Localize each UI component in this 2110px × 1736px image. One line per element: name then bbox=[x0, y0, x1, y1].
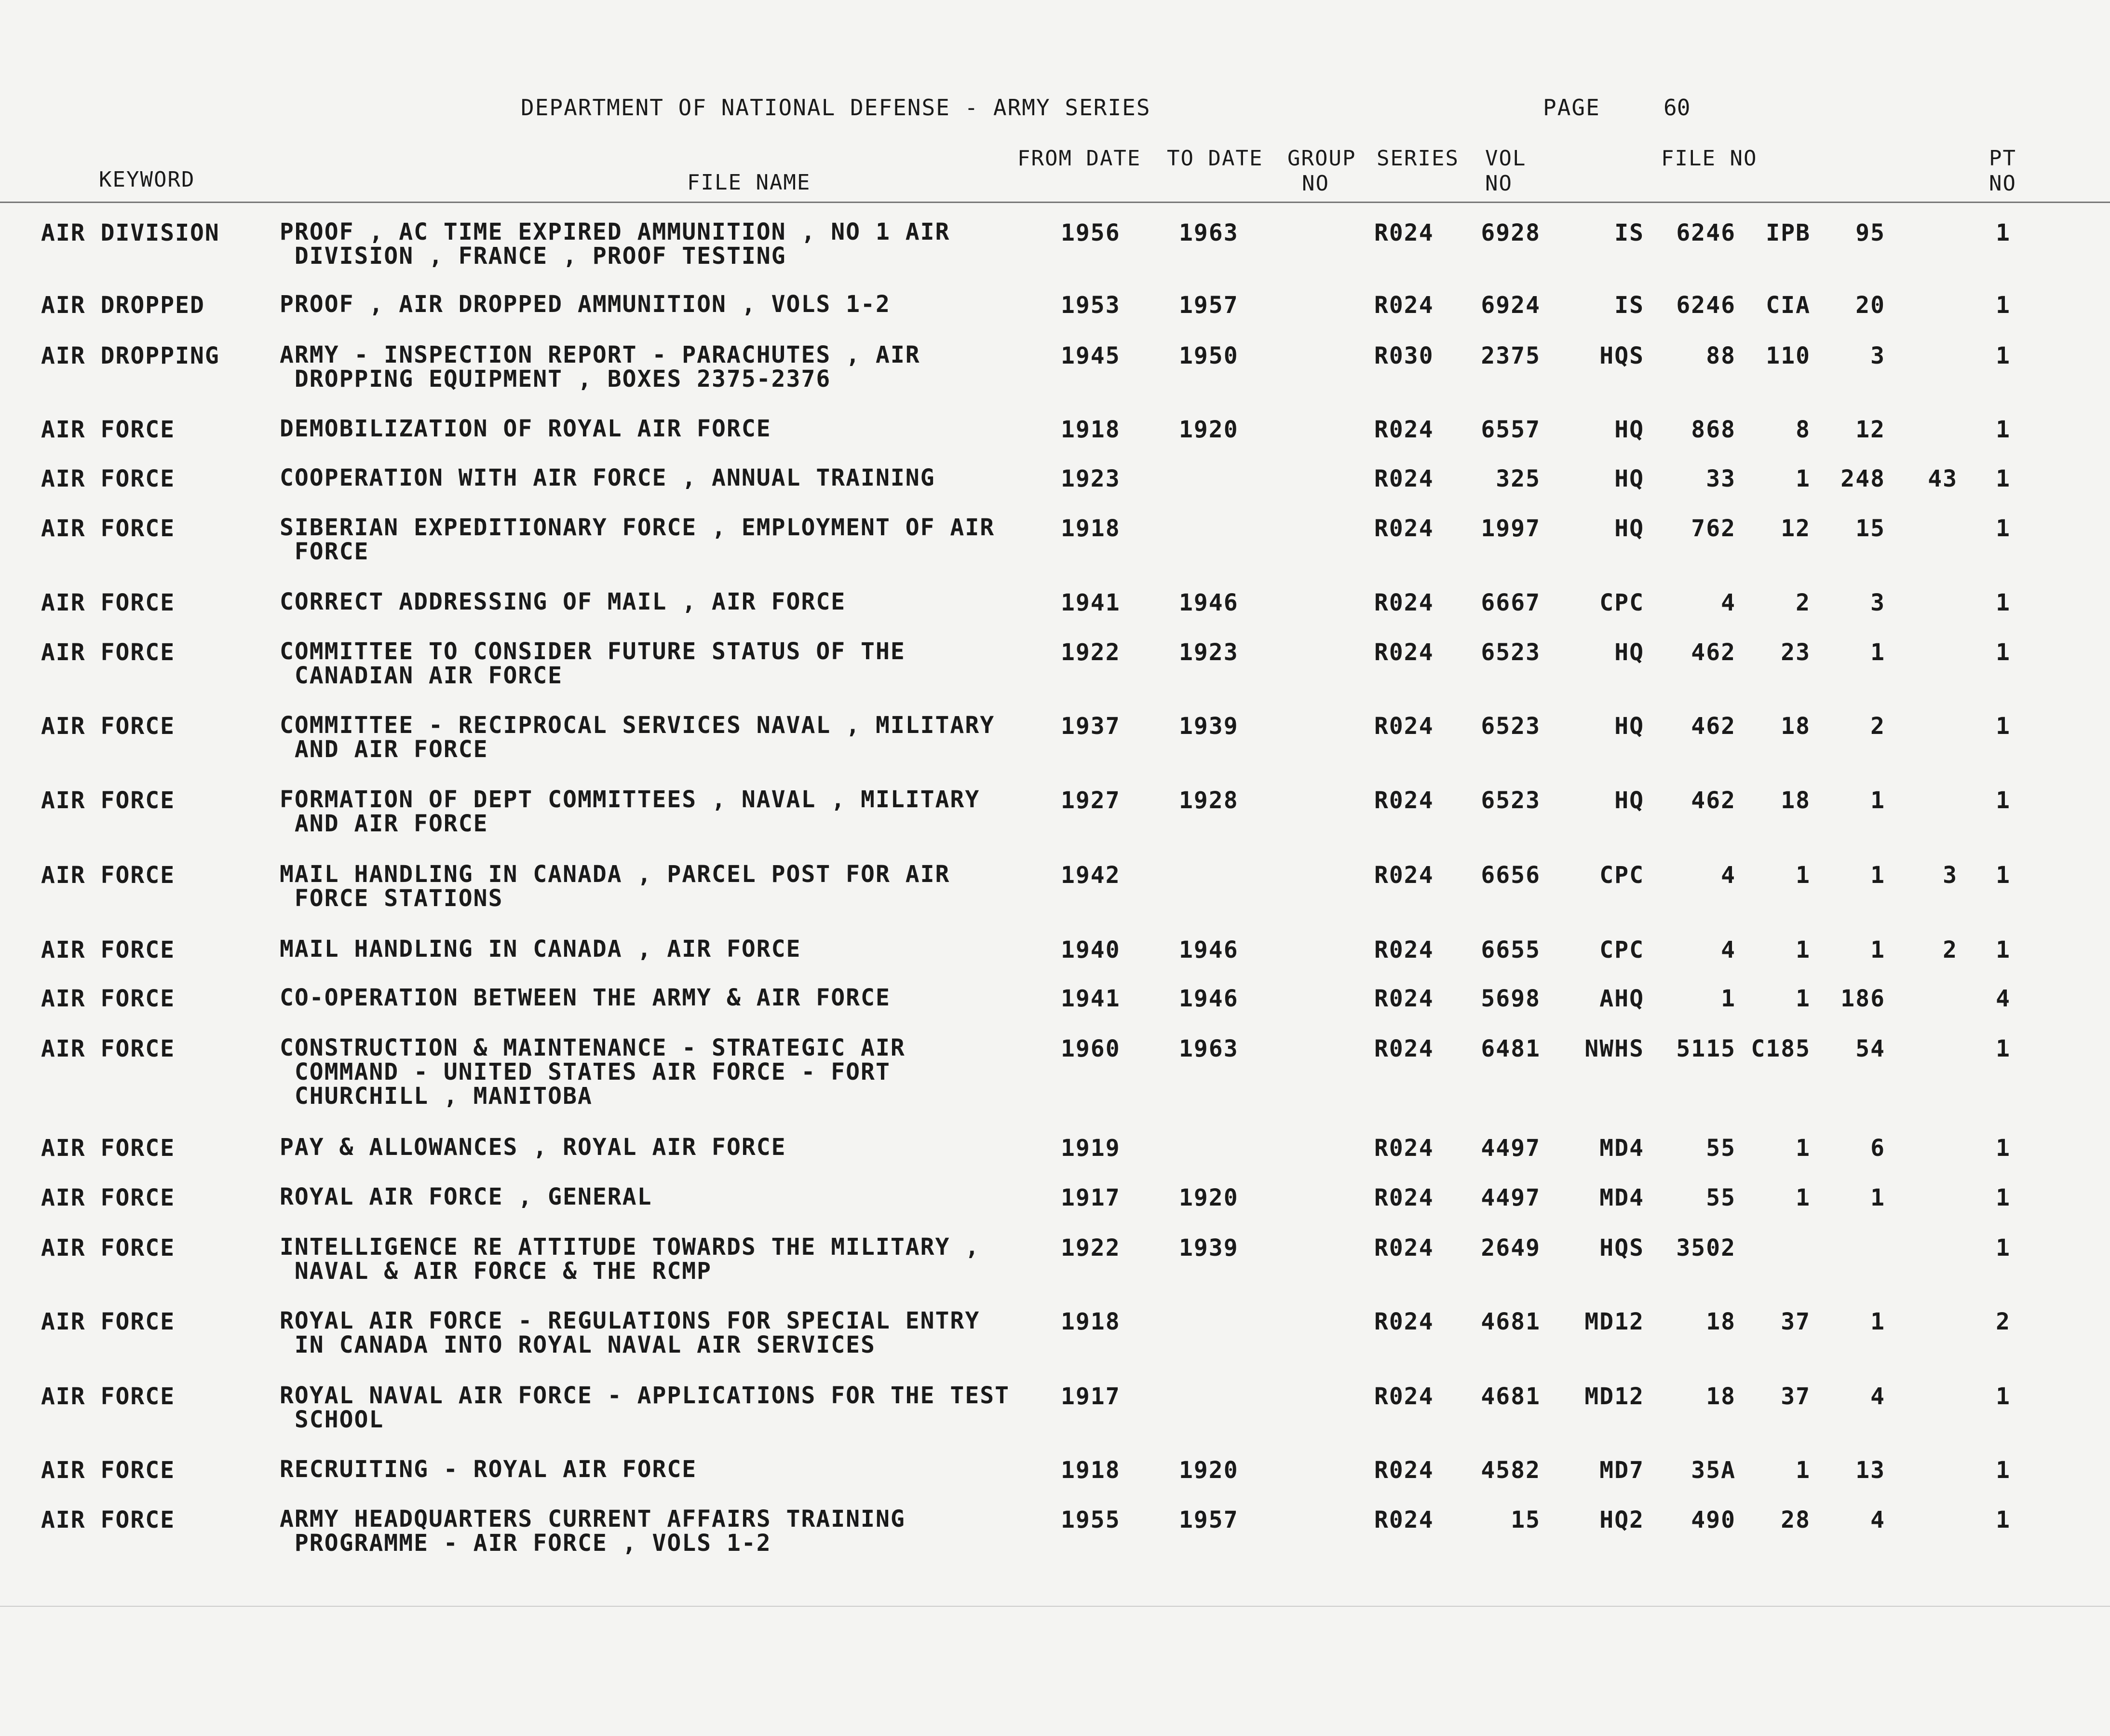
cell-file-name-line-2: AND AIR FORCE bbox=[280, 736, 488, 763]
cell-to: 1950 bbox=[1179, 342, 1239, 369]
cell-file-name-line-2: DIVISION , FRANCE , PROOF TESTING bbox=[280, 243, 786, 270]
cell-file-name-line-1: ROYAL AIR FORCE , GENERAL bbox=[280, 1183, 652, 1210]
cell-pt: 2 bbox=[1996, 1308, 2011, 1335]
cell-from: 1955 bbox=[1061, 1506, 1121, 1533]
cell-file-name-line-1: MAIL HANDLING IN CANADA , PARCEL POST FOR AIR bbox=[280, 861, 950, 888]
cell-f4: 1 bbox=[1870, 1308, 1885, 1335]
cell-f2: 462 bbox=[1691, 639, 1736, 666]
cell-vol: 4497 bbox=[1481, 1184, 1541, 1211]
cell-from: 1927 bbox=[1061, 787, 1121, 814]
cell-f5: 2 bbox=[1943, 936, 1958, 963]
cell-file-name-line-1: SIBERIAN EXPEDITIONARY FORCE , EMPLOYMENT OF AIR bbox=[280, 514, 995, 541]
cell-vol: 6523 bbox=[1481, 787, 1541, 814]
cell-series: R024 bbox=[1374, 515, 1434, 542]
cell-pt: 1 bbox=[1996, 639, 2011, 666]
cell-series: R024 bbox=[1374, 292, 1434, 319]
cell-f3: 1 bbox=[1796, 1457, 1811, 1484]
cell-keyword: AIR FORCE bbox=[41, 1383, 176, 1410]
cell-f4: 1 bbox=[1870, 936, 1885, 963]
cell-series: R024 bbox=[1374, 1135, 1434, 1162]
cell-f2: 6246 bbox=[1676, 219, 1736, 246]
cell-to: 1957 bbox=[1179, 292, 1239, 319]
cell-pt: 1 bbox=[1996, 1457, 2011, 1484]
cell-f4: 1 bbox=[1870, 787, 1885, 814]
cell-file-name-line-2: CANADIAN AIR FORCE bbox=[280, 662, 563, 689]
cell-from: 1941 bbox=[1061, 985, 1121, 1012]
cell-to: 1946 bbox=[1179, 985, 1239, 1012]
cell-pt: 1 bbox=[1996, 936, 2011, 963]
cell-f4: 2 bbox=[1870, 713, 1885, 740]
cell-pt: 1 bbox=[1996, 1383, 2011, 1410]
cell-series: R024 bbox=[1374, 1035, 1434, 1062]
cell-f2: 762 bbox=[1691, 515, 1736, 542]
col-series: SERIES bbox=[1377, 146, 1459, 171]
cell-f3: 1 bbox=[1796, 862, 1811, 889]
cell-file-name-line-2: FORCE bbox=[280, 538, 369, 565]
cell-f1: CPC bbox=[1599, 862, 1644, 889]
cell-f4: 20 bbox=[1855, 292, 1885, 319]
cell-vol: 6523 bbox=[1481, 639, 1541, 666]
cell-f2: 462 bbox=[1691, 713, 1736, 740]
cell-file-name-line-1: CO-OPERATION BETWEEN THE ARMY & AIR FORCE bbox=[280, 984, 891, 1011]
cell-pt: 1 bbox=[1996, 465, 2011, 492]
cell-keyword: AIR FORCE bbox=[41, 1184, 176, 1211]
cell-keyword: AIR FORCE bbox=[41, 1457, 176, 1484]
cell-from: 1942 bbox=[1061, 862, 1121, 889]
cell-f3: IPB bbox=[1766, 219, 1811, 246]
cell-file-name-line-1: ROYAL AIR FORCE - REGULATIONS FOR SPECIAL ENTRY bbox=[280, 1307, 980, 1334]
cell-series: R024 bbox=[1374, 219, 1434, 246]
cell-f2: 3502 bbox=[1676, 1234, 1736, 1261]
cell-f4: 95 bbox=[1855, 219, 1885, 246]
cell-vol: 6557 bbox=[1481, 416, 1541, 443]
cell-file-name-line-1: CONSTRUCTION & MAINTENANCE - STRATEGIC AIR bbox=[280, 1034, 906, 1061]
cell-f3: 28 bbox=[1781, 1506, 1811, 1533]
cell-f1: MD7 bbox=[1599, 1457, 1644, 1484]
cell-f1: HQ bbox=[1614, 713, 1644, 740]
cell-keyword: AIR FORCE bbox=[41, 713, 176, 740]
cell-pt: 1 bbox=[1996, 342, 2011, 369]
cell-f1: HQ bbox=[1614, 416, 1644, 443]
cell-f1: CPC bbox=[1599, 936, 1644, 963]
cell-f2: 1 bbox=[1721, 985, 1736, 1012]
cell-f2: 4 bbox=[1721, 862, 1736, 889]
cell-f2: 6246 bbox=[1676, 292, 1736, 319]
cell-f3: 37 bbox=[1781, 1308, 1811, 1335]
cell-from: 1937 bbox=[1061, 713, 1121, 740]
cell-file-name-line-2: SCHOOL bbox=[280, 1406, 384, 1433]
cell-vol: 6928 bbox=[1481, 219, 1541, 246]
cell-from: 1945 bbox=[1061, 342, 1121, 369]
cell-file-name-line-2: FORCE STATIONS bbox=[280, 885, 503, 912]
cell-keyword: AIR FORCE bbox=[41, 1234, 176, 1261]
cell-pt: 1 bbox=[1996, 589, 2011, 616]
cell-to: 1920 bbox=[1179, 416, 1239, 443]
col-from-date: FROM DATE bbox=[1017, 146, 1141, 171]
col-file-no: FILE NO bbox=[1661, 146, 1758, 171]
cell-f1: HQ bbox=[1614, 787, 1644, 814]
cell-from: 1917 bbox=[1061, 1184, 1121, 1211]
cell-file-name-line-1: INTELLIGENCE RE ATTITUDE TOWARDS THE MILITARY , bbox=[280, 1234, 980, 1261]
page-label: PAGE bbox=[1543, 95, 1600, 121]
cell-f3: 1 bbox=[1796, 936, 1811, 963]
cell-f1: MD4 bbox=[1599, 1135, 1644, 1162]
cell-file-name-line-1: RECRUITING - ROYAL AIR FORCE bbox=[280, 1456, 697, 1483]
cell-f2: 4 bbox=[1721, 589, 1736, 616]
cell-f5: 43 bbox=[1928, 465, 1958, 492]
cell-series: R024 bbox=[1374, 936, 1434, 963]
cell-to: 1946 bbox=[1179, 589, 1239, 616]
cell-vol: 6667 bbox=[1481, 589, 1541, 616]
cell-f2: 18 bbox=[1706, 1308, 1736, 1335]
cell-keyword: AIR DIVISION bbox=[41, 219, 220, 246]
cell-file-name-line-1: PAY & ALLOWANCES , ROYAL AIR FORCE bbox=[280, 1134, 786, 1161]
cell-pt: 1 bbox=[1996, 416, 2011, 443]
col-pt-no: NO bbox=[1989, 171, 2016, 196]
cell-f2: 18 bbox=[1706, 1383, 1736, 1410]
col-file-name: FILE NAME bbox=[687, 170, 811, 195]
cell-file-name-line-1: DEMOBILIZATION OF ROYAL AIR FORCE bbox=[280, 415, 771, 442]
cell-series: R024 bbox=[1374, 1308, 1434, 1335]
cell-from: 1941 bbox=[1061, 589, 1121, 616]
cell-f1: IS bbox=[1614, 292, 1644, 319]
cell-keyword: AIR DROPPING bbox=[41, 342, 220, 369]
cell-from: 1919 bbox=[1061, 1135, 1121, 1162]
cell-f1: MD12 bbox=[1584, 1383, 1644, 1410]
cell-from: 1918 bbox=[1061, 416, 1121, 443]
cell-series: R024 bbox=[1374, 1383, 1434, 1410]
cell-f4: 248 bbox=[1840, 465, 1885, 492]
cell-f1: MD12 bbox=[1584, 1308, 1644, 1335]
cell-f3: 1 bbox=[1796, 465, 1811, 492]
col-vol-no: NO bbox=[1485, 171, 1513, 196]
cell-keyword: AIR FORCE bbox=[41, 465, 176, 492]
cell-series: R024 bbox=[1374, 589, 1434, 616]
cell-keyword: AIR FORCE bbox=[41, 985, 176, 1012]
cell-f3: 12 bbox=[1781, 515, 1811, 542]
cell-keyword: AIR FORCE bbox=[41, 1308, 176, 1335]
cell-from: 1917 bbox=[1061, 1383, 1121, 1410]
cell-from: 1956 bbox=[1061, 219, 1121, 246]
cell-vol: 6656 bbox=[1481, 862, 1541, 889]
cell-keyword: AIR FORCE bbox=[41, 416, 176, 443]
cell-f3: 18 bbox=[1781, 713, 1811, 740]
cell-vol: 4681 bbox=[1481, 1308, 1541, 1335]
cell-f4: 3 bbox=[1870, 589, 1885, 616]
cell-series: R024 bbox=[1374, 1184, 1434, 1211]
cell-f4: 1 bbox=[1870, 1184, 1885, 1211]
col-pt: PT bbox=[1989, 146, 2016, 171]
cell-to: 1939 bbox=[1179, 1234, 1239, 1261]
cell-f4: 12 bbox=[1855, 416, 1885, 443]
cell-from: 1918 bbox=[1061, 515, 1121, 542]
cell-f2: 88 bbox=[1706, 342, 1736, 369]
cell-from: 1953 bbox=[1061, 292, 1121, 319]
cell-vol: 4681 bbox=[1481, 1383, 1541, 1410]
cell-f2: 868 bbox=[1691, 416, 1736, 443]
cell-f1: HQ2 bbox=[1599, 1506, 1644, 1533]
cell-file-name-line-1: CORRECT ADDRESSING OF MAIL , AIR FORCE bbox=[280, 588, 846, 615]
cell-f3: C185 bbox=[1751, 1035, 1811, 1062]
cell-series: R024 bbox=[1374, 713, 1434, 740]
cell-f3: 1 bbox=[1796, 1184, 1811, 1211]
cell-from: 1960 bbox=[1061, 1035, 1121, 1062]
cell-f2: 35A bbox=[1691, 1457, 1736, 1484]
cell-pt: 1 bbox=[1996, 713, 2011, 740]
cell-f1: HQ bbox=[1614, 639, 1644, 666]
cell-f3: 37 bbox=[1781, 1383, 1811, 1410]
cell-vol: 2649 bbox=[1481, 1234, 1541, 1261]
cell-f2: 5115 bbox=[1676, 1035, 1736, 1062]
cell-f2: 462 bbox=[1691, 787, 1736, 814]
cell-f1: IS bbox=[1614, 219, 1644, 246]
col-group-no: NO bbox=[1302, 171, 1329, 196]
cell-f2: 55 bbox=[1706, 1184, 1736, 1211]
col-group: GROUP bbox=[1287, 146, 1356, 171]
col-vol: VOL bbox=[1485, 146, 1527, 171]
cell-series: R024 bbox=[1374, 416, 1434, 443]
cell-vol: 5698 bbox=[1481, 985, 1541, 1012]
cell-f4: 3 bbox=[1870, 342, 1885, 369]
cell-vol: 1997 bbox=[1481, 515, 1541, 542]
cell-f4: 1 bbox=[1870, 639, 1885, 666]
cell-file-name-line-1: MAIL HANDLING IN CANADA , AIR FORCE bbox=[280, 936, 801, 963]
cell-from: 1918 bbox=[1061, 1308, 1121, 1335]
cell-f2: 490 bbox=[1691, 1506, 1736, 1533]
page-title: DEPARTMENT OF NATIONAL DEFENSE - ARMY SERIES bbox=[521, 95, 1151, 121]
cell-file-name-line-2: NAVAL & AIR FORCE & THE RCMP bbox=[280, 1258, 712, 1285]
header-rule bbox=[0, 202, 2110, 203]
cell-to: 1928 bbox=[1179, 787, 1239, 814]
cell-f4: 1 bbox=[1870, 862, 1885, 889]
cell-f4: 4 bbox=[1870, 1383, 1885, 1410]
cell-pt: 1 bbox=[1996, 515, 2011, 542]
col-to-date: TO DATE bbox=[1167, 146, 1263, 171]
cell-to: 1946 bbox=[1179, 936, 1239, 963]
cell-file-name-line-2: AND AIR FORCE bbox=[280, 810, 488, 837]
cell-f2: 4 bbox=[1721, 936, 1736, 963]
cell-vol: 6523 bbox=[1481, 713, 1541, 740]
page-number: 60 bbox=[1664, 95, 1691, 121]
cell-series: R024 bbox=[1374, 639, 1434, 666]
cell-pt: 1 bbox=[1996, 862, 2011, 889]
cell-keyword: AIR FORCE bbox=[41, 515, 176, 542]
cell-vol: 4582 bbox=[1481, 1457, 1541, 1484]
cell-pt: 4 bbox=[1996, 985, 2011, 1012]
cell-series: R024 bbox=[1374, 1506, 1434, 1533]
footer-rule bbox=[0, 1606, 2110, 1607]
cell-keyword: AIR FORCE bbox=[41, 862, 176, 889]
cell-file-name-line-2: DROPPING EQUIPMENT , BOXES 2375-2376 bbox=[280, 366, 831, 393]
cell-file-name-line-3: CHURCHILL , MANITOBA bbox=[280, 1083, 593, 1110]
cell-file-name-line-1: ROYAL NAVAL AIR FORCE - APPLICATIONS FOR THE TEST bbox=[280, 1382, 1010, 1409]
cell-file-name-line-1: ARMY HEADQUARTERS CURRENT AFFAIRS TRAINING bbox=[280, 1505, 906, 1533]
cell-series: R030 bbox=[1374, 342, 1434, 369]
cell-f4: 15 bbox=[1855, 515, 1885, 542]
cell-pt: 1 bbox=[1996, 219, 2011, 246]
cell-vol: 6655 bbox=[1481, 936, 1541, 963]
cell-f3: 1 bbox=[1796, 1135, 1811, 1162]
cell-series: R024 bbox=[1374, 1457, 1434, 1484]
cell-from: 1940 bbox=[1061, 936, 1121, 963]
cell-to: 1963 bbox=[1179, 1035, 1239, 1062]
cell-f2: 55 bbox=[1706, 1135, 1736, 1162]
cell-vol: 6481 bbox=[1481, 1035, 1541, 1062]
cell-f1: HQS bbox=[1599, 1234, 1644, 1261]
cell-keyword: AIR FORCE bbox=[41, 787, 176, 814]
cell-from: 1922 bbox=[1061, 639, 1121, 666]
cell-vol: 325 bbox=[1496, 465, 1541, 492]
cell-vol: 15 bbox=[1511, 1506, 1541, 1533]
cell-f4: 186 bbox=[1840, 985, 1885, 1012]
cell-to: 1920 bbox=[1179, 1457, 1239, 1484]
cell-to: 1920 bbox=[1179, 1184, 1239, 1211]
cell-pt: 1 bbox=[1996, 1035, 2011, 1062]
cell-f3: 2 bbox=[1796, 589, 1811, 616]
cell-keyword: AIR DROPPED bbox=[41, 292, 205, 319]
cell-vol: 6924 bbox=[1481, 292, 1541, 319]
cell-file-name-line-1: PROOF , AC TIME EXPIRED AMMUNITION , NO 1 AIR bbox=[280, 218, 950, 245]
cell-to: 1923 bbox=[1179, 639, 1239, 666]
cell-file-name-line-1: PROOF , AIR DROPPED AMMUNITION , VOLS 1-2 bbox=[280, 291, 891, 318]
cell-f2: 33 bbox=[1706, 465, 1736, 492]
cell-keyword: AIR FORCE bbox=[41, 1506, 176, 1533]
cell-f1: HQ bbox=[1614, 465, 1644, 492]
cell-f4: 54 bbox=[1855, 1035, 1885, 1062]
cell-f1: CPC bbox=[1599, 589, 1644, 616]
cell-f1: HQ bbox=[1614, 515, 1644, 542]
cell-f3: 110 bbox=[1766, 342, 1811, 369]
cell-keyword: AIR FORCE bbox=[41, 639, 176, 666]
cell-f1: AHQ bbox=[1599, 985, 1644, 1012]
cell-pt: 1 bbox=[1996, 1184, 2011, 1211]
cell-file-name-line-2: COMMAND - UNITED STATES AIR FORCE - FORT bbox=[280, 1058, 891, 1085]
cell-f4: 13 bbox=[1855, 1457, 1885, 1484]
cell-f5: 3 bbox=[1943, 862, 1958, 889]
cell-from: 1918 bbox=[1061, 1457, 1121, 1484]
cell-file-name-line-1: ARMY - INSPECTION REPORT - PARACHUTES , AIR bbox=[280, 341, 920, 368]
cell-pt: 1 bbox=[1996, 787, 2011, 814]
cell-pt: 1 bbox=[1996, 1135, 2011, 1162]
cell-vol: 4497 bbox=[1481, 1135, 1541, 1162]
cell-f4: 6 bbox=[1870, 1135, 1885, 1162]
cell-vol: 2375 bbox=[1481, 342, 1541, 369]
cell-series: R024 bbox=[1374, 985, 1434, 1012]
cell-series: R024 bbox=[1374, 465, 1434, 492]
cell-pt: 1 bbox=[1996, 292, 2011, 319]
cell-f3: 8 bbox=[1796, 416, 1811, 443]
cell-file-name-line-2: PROGRAMME - AIR FORCE , VOLS 1-2 bbox=[280, 1530, 771, 1557]
cell-file-name-line-1: FORMATION OF DEPT COMMITTEES , NAVAL , MILITARY bbox=[280, 786, 980, 813]
cell-f1: NWHS bbox=[1584, 1035, 1644, 1062]
cell-f3: 18 bbox=[1781, 787, 1811, 814]
cell-f3: 1 bbox=[1796, 985, 1811, 1012]
cell-f3: CIA bbox=[1766, 292, 1811, 319]
cell-f1: MD4 bbox=[1599, 1184, 1644, 1211]
cell-pt: 1 bbox=[1996, 1234, 2011, 1261]
cell-keyword: AIR FORCE bbox=[41, 589, 176, 616]
cell-series: R024 bbox=[1374, 862, 1434, 889]
cell-f4: 4 bbox=[1870, 1506, 1885, 1533]
cell-pt: 1 bbox=[1996, 1506, 2011, 1533]
cell-file-name-line-1: COOPERATION WITH AIR FORCE , ANNUAL TRAINING bbox=[280, 464, 935, 491]
cell-to: 1957 bbox=[1179, 1506, 1239, 1533]
cell-file-name-line-1: COMMITTEE TO CONSIDER FUTURE STATUS OF THE bbox=[280, 638, 906, 665]
cell-f1: HQS bbox=[1599, 342, 1644, 369]
cell-file-name-line-2: IN CANADA INTO ROYAL NAVAL AIR SERVICES bbox=[280, 1331, 876, 1358]
cell-from: 1923 bbox=[1061, 465, 1121, 492]
cell-series: R024 bbox=[1374, 1234, 1434, 1261]
cell-file-name-line-1: COMMITTEE - RECIPROCAL SERVICES NAVAL , MILITARY bbox=[280, 712, 995, 739]
cell-series: R024 bbox=[1374, 787, 1434, 814]
cell-f3: 23 bbox=[1781, 639, 1811, 666]
cell-keyword: AIR FORCE bbox=[41, 1035, 176, 1062]
cell-to: 1939 bbox=[1179, 713, 1239, 740]
col-keyword: KEYWORD bbox=[99, 167, 195, 192]
cell-from: 1922 bbox=[1061, 1234, 1121, 1261]
cell-keyword: AIR FORCE bbox=[41, 936, 176, 963]
cell-keyword: AIR FORCE bbox=[41, 1135, 176, 1162]
cell-to: 1963 bbox=[1179, 219, 1239, 246]
